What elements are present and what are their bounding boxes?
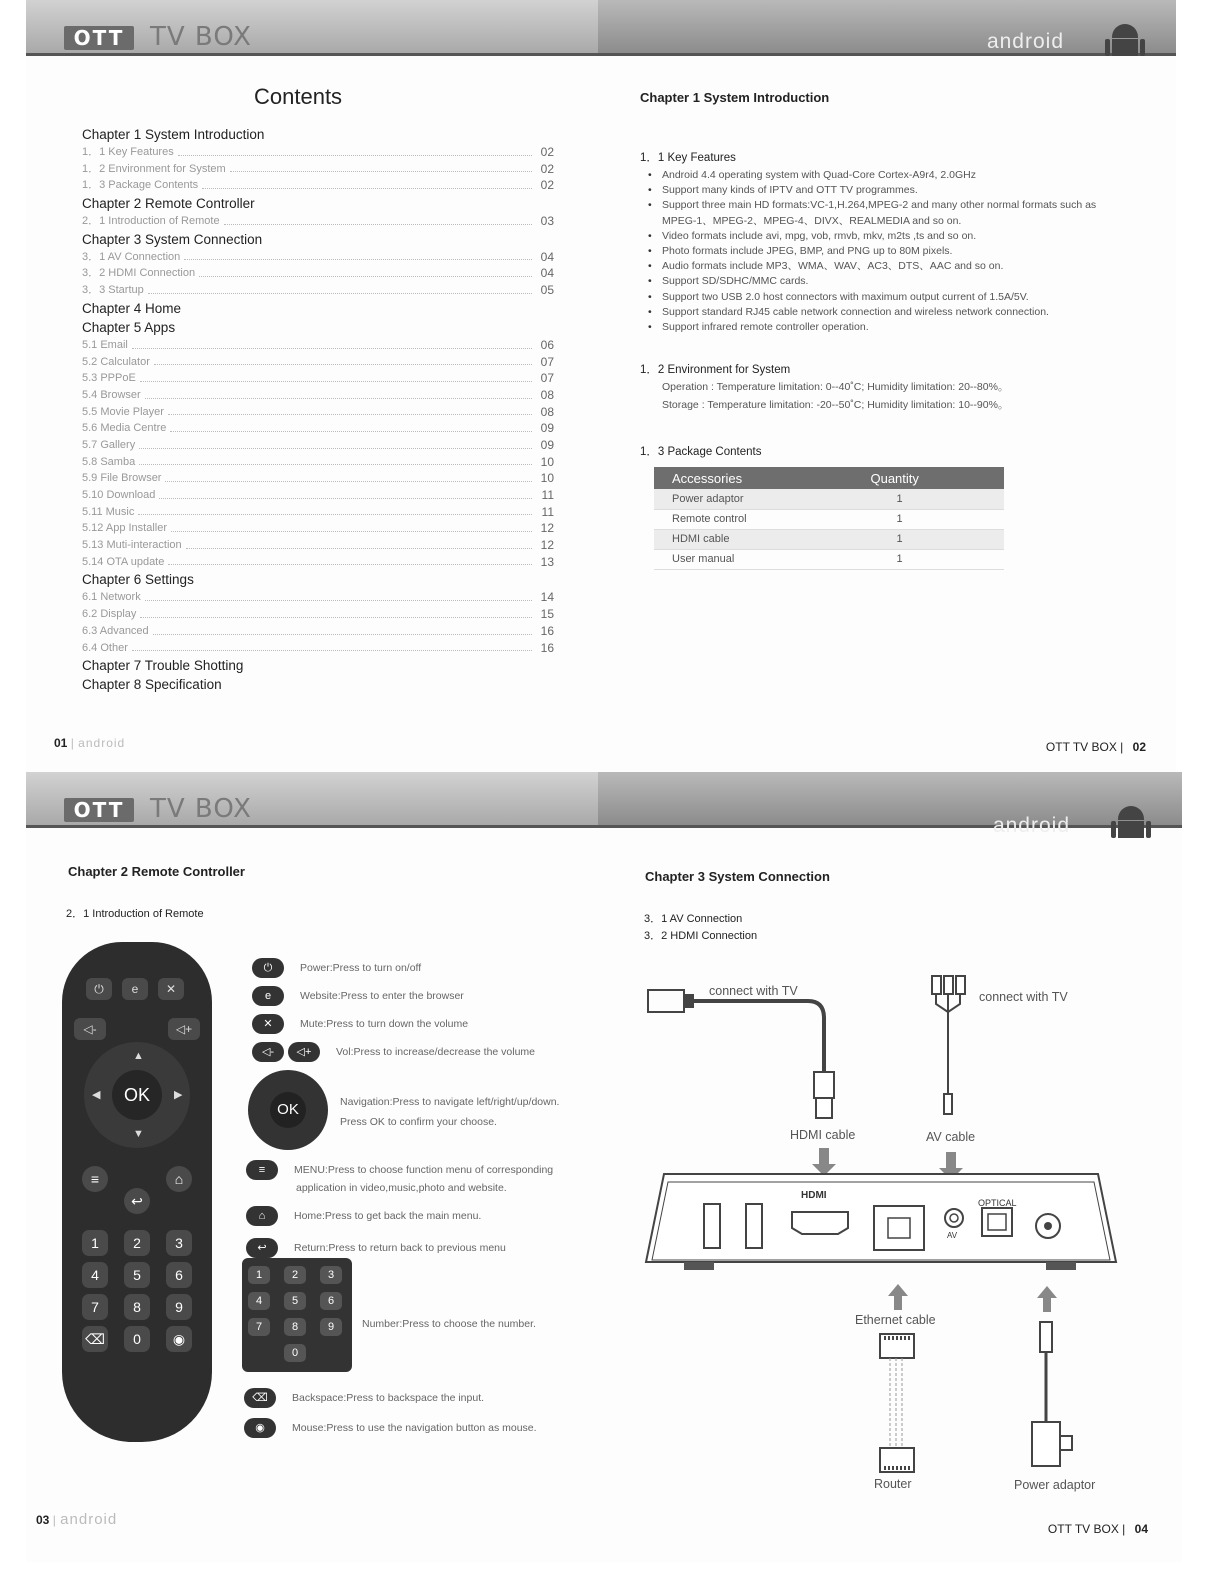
toc-item-title: 5.4 Browser — [82, 388, 141, 401]
toc-page-number: 09 — [540, 437, 554, 452]
digit-key: 1 — [248, 1266, 270, 1284]
website-icon: e — [122, 978, 148, 1000]
feature-item: • Support standard RJ45 cable network connection and wireless network connection. — [648, 305, 1118, 320]
toc-item — [82, 213, 554, 230]
home-icon: ⌂ — [246, 1206, 278, 1226]
toc-chapter: Chapter 3 System Connection — [82, 231, 263, 247]
page-chapter-1 — [598, 0, 1176, 772]
toc-page-number: 02 — [540, 145, 554, 159]
volume-down-icon: ◁- — [74, 1018, 106, 1040]
legend-text: Mute:Press to turn down the volume — [300, 1018, 469, 1030]
toc-item-title: 5.5 Movie Player — [82, 405, 164, 418]
feature-item: • Video formats include avi, mpg, vob, rmvb, mkv, m2ts ,ts and so on. — [648, 229, 1118, 244]
legend-mute — [252, 1014, 468, 1034]
connection-diagram — [598, 772, 1182, 1562]
toc-item — [82, 282, 554, 299]
table-cell: 1 — [852, 529, 1004, 549]
table-cell: 1 — [852, 489, 1004, 509]
power-icon: ⏻ — [86, 978, 112, 1000]
package-contents-table — [654, 467, 1004, 570]
digit-key: 5 — [284, 1292, 306, 1310]
toc-item — [82, 470, 554, 487]
numpad-icon — [242, 1258, 352, 1372]
toc-leader — [186, 537, 532, 549]
return-icon: ↩ — [124, 1188, 150, 1214]
legend-volume — [252, 1042, 535, 1062]
toc-leader — [154, 354, 532, 366]
toc-leader — [132, 640, 532, 652]
toc-item-title: 6.4 Other — [82, 641, 128, 654]
contents-title: Contents — [254, 84, 343, 109]
toc-page-number: 11 — [541, 488, 554, 502]
connect-with-tv-label: connect with TV — [979, 990, 1068, 1004]
legend-backspace — [244, 1388, 484, 1408]
feature-item: • Audio formats include MP3、WMA、WAV、AC3、DTS、AAC and so on. — [648, 259, 1118, 274]
section-title: 1．3 Package Contents — [640, 446, 762, 458]
page-chapter-2 — [26, 772, 598, 1562]
section-title: 1．2 Environment for System — [640, 364, 791, 376]
feature-item: • Support two USB 2.0 host connectors with maximum output current of 1.5A/5V. — [648, 290, 1118, 305]
column-header: Quantity — [852, 467, 1004, 489]
volume-down-icon: ◁- — [252, 1042, 284, 1062]
page-header — [598, 0, 1176, 56]
footer-separator: | — [1122, 1522, 1126, 1536]
toc-item-title: 6.1 Network — [82, 591, 141, 604]
mute-icon: ✕ — [252, 1014, 284, 1034]
website-icon: e — [252, 986, 284, 1006]
ok-label: OK — [270, 1092, 306, 1128]
toc-leader — [230, 161, 532, 173]
toc-item-title: 5.6 Media Centre — [82, 422, 167, 435]
footer-separator: | — [52, 1513, 57, 1527]
toc-leader — [159, 487, 532, 499]
legend-text: Mouse:Press to use the navigation button as mouse. — [292, 1422, 537, 1434]
toc-leader — [165, 470, 532, 482]
digit-key: 6 — [166, 1262, 192, 1288]
table-row — [654, 509, 1004, 529]
volume-up-icon: ◁+ — [288, 1042, 320, 1062]
page-footer — [54, 736, 125, 750]
remote-controller-image — [62, 942, 212, 1442]
navigation-ring — [84, 1042, 190, 1148]
section-title: 2．1 Introduction of Remote — [66, 908, 204, 920]
toc-leader — [171, 520, 532, 532]
navigation-icon — [248, 1070, 328, 1150]
legend-text: MENU:Press to choose function menu of corresponding — [294, 1164, 554, 1176]
toc-item-title: 5.1 Email — [82, 338, 128, 351]
toc-item-title: 3．2 HDMI Connection — [82, 267, 196, 280]
storage-spec: Storage : Temperature limitation: -20--50˚C; Humidity limitation: 10--90%。 — [662, 399, 1009, 411]
legend-text: Backspace:Press to backspace the input. — [292, 1392, 485, 1404]
legend-text: Return:Press to return back to previous menu — [294, 1242, 506, 1254]
digit-key: 6 — [320, 1292, 342, 1310]
table-cell: Power adaptor — [654, 489, 852, 509]
toc-item-title: 5.13 Muti-interaction — [82, 539, 182, 552]
toc-leader — [139, 437, 532, 449]
toc-item — [82, 487, 554, 504]
return-icon: ↩ — [246, 1238, 278, 1258]
toc-page-number: 13 — [540, 554, 554, 569]
power-adaptor-label: Power adaptor — [1014, 1478, 1096, 1492]
toc-item-title: 5.12 App Installer — [82, 522, 168, 535]
mouse-icon: ◉ — [166, 1326, 192, 1352]
page-number: 02 — [1132, 740, 1146, 754]
section-title: 3．1 AV Connection — [644, 913, 743, 925]
android-robot-icon — [1104, 22, 1146, 56]
digit-key: 8 — [124, 1294, 150, 1320]
toc-item — [82, 437, 554, 454]
digit-key: 1 — [82, 1230, 108, 1256]
table-cell: HDMI cable — [654, 529, 852, 549]
port-optical-label: OPTICAL — [978, 1198, 1017, 1208]
av-cable-label: AV cable — [926, 1130, 976, 1144]
toc-page-number: 05 — [540, 283, 554, 298]
power-icon: ⏻ — [252, 958, 284, 978]
toc-chapter: Chapter 6 Settings — [82, 572, 194, 588]
toc-leader — [168, 554, 532, 566]
router-label: Router — [874, 1477, 912, 1491]
android-wordmark: android — [992, 814, 1070, 837]
digit-key: 8 — [284, 1318, 306, 1336]
digit-key: 3 — [320, 1266, 342, 1284]
footer-brand: OTT — [1047, 1522, 1072, 1536]
toc-chapter: Chapter 8 Specification — [82, 677, 222, 693]
toc-item-title: 5.7 Gallery — [82, 438, 136, 451]
toc-page-number: 09 — [540, 421, 554, 436]
toc-chapter: Chapter 7 Trouble Shotting — [82, 658, 244, 674]
toc-page-number: 04 — [540, 266, 554, 281]
toc-leader — [140, 370, 532, 382]
toc-item — [82, 623, 554, 640]
digit-key: 2 — [284, 1266, 306, 1284]
toc-page-number: 16 — [540, 623, 554, 638]
toc-page-number: 03 — [540, 214, 554, 229]
toc-chapter: Chapter 1 System Introduction — [82, 127, 265, 142]
digit-key: 0 — [284, 1344, 306, 1362]
feature-item: • Support many kinds of IPTV and OTT TV programmes. — [648, 183, 1118, 198]
toc-item-title: 5.8 Samba — [82, 455, 136, 468]
legend-text: Vol:Press to increase/decrease the volume — [336, 1046, 536, 1058]
ok-button: OK — [112, 1070, 162, 1120]
toc-leader — [139, 454, 532, 466]
toc-leader — [138, 504, 532, 516]
page-header — [26, 0, 598, 56]
tvbox-title: TV BOX — [150, 794, 252, 824]
toc-page-number: 11 — [541, 504, 554, 519]
toc-page-number: 08 — [540, 404, 554, 419]
up-arrow-icon: ▲ — [133, 1050, 144, 1062]
feature-item: • Support infrared remote controller operation. — [648, 320, 1118, 335]
page-footer — [36, 1511, 117, 1528]
toc-item — [82, 537, 554, 554]
toc-item-title: 1．1 Key Features — [82, 146, 174, 158]
feature-item: • Support three main HD formats:VC-1,H.264,MPEG-2 and many other normal formats such as MPEG-1、MPEG-2、MPEG-4、DIVX、REALMEDIA and so on. — [648, 198, 1118, 228]
legend-text: application in video,music,photo and website. — [296, 1182, 507, 1194]
feature-item: • Photo formats include JPEG, BMP, and PNG up to 80M pixels. — [648, 244, 1118, 259]
toc-chapter: Chapter 2 Remote Controller — [82, 196, 255, 212]
toc-page-number: 08 — [540, 387, 554, 402]
digit-key: 0 — [124, 1326, 150, 1352]
toc-item — [82, 606, 554, 623]
toc-leader — [168, 404, 532, 416]
toc-item — [82, 161, 554, 178]
section-title: 1．1 Key Features — [640, 152, 736, 164]
toc-item — [82, 177, 554, 194]
toc-page-number: 10 — [540, 471, 554, 486]
connect-with-tv-label: connect with TV — [709, 984, 798, 998]
operation-spec: Operation : Temperature limitation: 0--40˚C; Humidity limitation: 20--80%。 — [662, 381, 1009, 393]
toc-item — [82, 640, 554, 657]
page-contents — [26, 0, 598, 772]
toc-leader — [170, 420, 532, 432]
toc-page-number: 12 — [540, 521, 554, 536]
toc-leader — [199, 265, 532, 277]
toc-item — [82, 589, 554, 606]
backspace-icon: ⌫ — [82, 1326, 108, 1352]
table-row — [654, 489, 1004, 509]
feature-item: • Support SD/SDHC/MMC cards. — [648, 274, 1118, 289]
digit-key: 4 — [82, 1262, 108, 1288]
page-number: 03 — [36, 1513, 50, 1527]
toc-page-number: 04 — [540, 249, 554, 264]
volume-up-icon: ◁+ — [168, 1018, 200, 1040]
toc-item-title: 6.2 Display — [82, 608, 137, 621]
footer-android: android — [78, 736, 126, 750]
toc-item — [82, 265, 554, 282]
toc-item — [82, 520, 554, 537]
table-of-contents — [82, 125, 554, 694]
toc-item — [82, 420, 554, 437]
tvbox-title: TV BOX — [150, 22, 252, 52]
legend-mouse — [244, 1418, 537, 1438]
toc-item-title: 5.3 PPPoE — [82, 372, 136, 385]
legend-text: Power:Press to turn on/off — [300, 962, 422, 974]
digit-key: 4 — [248, 1292, 270, 1310]
footer-tvbox: TV BOX — [1074, 1522, 1119, 1536]
legend-website — [252, 986, 464, 1006]
digit-key: 2 — [124, 1230, 150, 1256]
footer-brand: OTT — [1045, 740, 1070, 754]
toc-item-title: 6.3 Advanced — [82, 624, 149, 637]
toc-item — [82, 354, 554, 371]
feature-item: • Android 4.4 operating system with Quad-Core Cortex-A9r4, 2.0GHz — [648, 168, 1118, 183]
digit-key: 3 — [166, 1230, 192, 1256]
right-arrow-icon: ▶ — [174, 1089, 183, 1101]
ott-logo: OTT — [64, 798, 134, 822]
toc-item — [82, 337, 554, 354]
table-cell: User manual — [654, 549, 852, 569]
toc-item-title: 1．2 Environment for System — [82, 162, 226, 175]
features-list — [648, 168, 1118, 335]
toc-item-title: 5.2 Calculator — [82, 355, 150, 368]
toc-item-title: 1．3 Package Contents — [82, 179, 199, 192]
toc-page-number: 16 — [540, 640, 554, 655]
table-row — [654, 529, 1004, 549]
chapter-title: Chapter 3 System Connection — [645, 869, 830, 884]
legend-home — [246, 1206, 481, 1226]
digit-key: 5 — [124, 1262, 150, 1288]
legend-text: Home:Press to get back the main menu. — [294, 1210, 482, 1222]
toc-leader — [132, 337, 532, 349]
port-av-label: AV — [947, 1231, 958, 1240]
toc-page-number: 02 — [540, 161, 554, 176]
toc-item-title: 5.10 Download — [82, 489, 156, 501]
legend-menu — [246, 1160, 553, 1180]
toc-page-number: 02 — [540, 178, 554, 193]
hdmi-cable-label: HDMI cable — [790, 1128, 856, 1142]
digit-key: 9 — [166, 1294, 192, 1320]
android-wordmark: android — [986, 30, 1064, 53]
page-number: 04 — [1134, 1522, 1148, 1536]
page-footer — [1048, 1522, 1148, 1536]
toc-page-number: 07 — [540, 354, 554, 369]
table-cell: 1 — [852, 549, 1004, 569]
legend-power — [252, 958, 421, 978]
toc-item — [82, 554, 554, 571]
toc-page-number: 15 — [540, 607, 554, 622]
table-cell: 1 — [852, 509, 1004, 529]
toc-item-title: 2．1 Introduction of Remote — [82, 215, 220, 228]
toc-item-title: 5.14 OTA update — [82, 555, 165, 568]
column-header: Accessories — [654, 467, 852, 489]
page-footer — [1046, 740, 1146, 754]
mouse-icon: ◉ — [244, 1418, 276, 1438]
menu-icon: ≡ — [82, 1166, 108, 1192]
toc-leader — [202, 177, 532, 189]
footer-android: android — [60, 1511, 118, 1528]
digit-key: 7 — [248, 1318, 270, 1336]
digit-key: 9 — [320, 1318, 342, 1336]
menu-icon: ≡ — [246, 1160, 278, 1180]
footer-tvbox: TV BOX — [1072, 740, 1117, 754]
chapter-title: Chapter 2 Remote Controller — [68, 864, 245, 879]
toc-leader — [145, 387, 532, 399]
ott-logo: OTT — [64, 26, 134, 50]
toc-item — [82, 370, 554, 387]
toc-leader — [148, 282, 532, 294]
toc-item — [82, 387, 554, 404]
toc-item-title: 5.11 Music — [82, 505, 135, 518]
toc-item — [82, 249, 554, 266]
toc-page-number: 14 — [540, 590, 554, 605]
section-title: 3．2 HDMI Connection — [644, 930, 758, 942]
page-header — [26, 772, 598, 828]
toc-item — [82, 144, 554, 161]
toc-item-title: 5.9 File Browser — [82, 472, 162, 485]
toc-leader — [178, 144, 532, 156]
toc-leader — [224, 213, 532, 225]
toc-chapter: Chapter 4 Home — [82, 300, 182, 316]
backspace-icon: ⌫ — [244, 1388, 276, 1408]
legend-text: Navigation:Press to navigate left/right/up/down. — [340, 1096, 560, 1108]
toc-leader — [140, 606, 532, 618]
chapter-title: Chapter 1 System Introduction — [640, 90, 830, 105]
toc-page-number: 12 — [540, 538, 554, 553]
left-arrow-icon: ◀ — [92, 1089, 101, 1101]
toc-page-number: 07 — [540, 371, 554, 386]
digit-key: 7 — [82, 1294, 108, 1320]
legend-text: Website:Press to enter the browser — [300, 990, 464, 1002]
footer-separator: | — [70, 736, 75, 750]
port-hdmi-label: HDMI — [801, 1190, 827, 1201]
down-arrow-icon: ▼ — [133, 1128, 144, 1140]
toc-page-number: 06 — [540, 337, 554, 352]
toc-item-title: 3．1 AV Connection — [82, 250, 181, 263]
home-icon: ⌂ — [166, 1166, 192, 1192]
footer-separator: | — [1120, 740, 1124, 754]
legend-return — [246, 1238, 506, 1258]
table-row — [654, 549, 1004, 569]
toc-page-number: 10 — [540, 454, 554, 469]
mute-icon: ✕ — [158, 978, 184, 1000]
page-chapter-3 — [598, 772, 1182, 1562]
toc-chapter: Chapter 5 Apps — [82, 319, 176, 335]
toc-item-title: 3．3 Startup — [82, 284, 144, 297]
toc-item — [82, 404, 554, 421]
toc-leader — [184, 249, 532, 261]
page-number: 01 — [54, 736, 68, 750]
toc-leader — [153, 623, 532, 635]
toc-item — [82, 504, 554, 521]
legend-text: Press OK to confirm your choose. — [340, 1116, 497, 1128]
table-cell: Remote control — [654, 509, 852, 529]
toc-item — [82, 454, 554, 471]
ethernet-cable-label: Ethernet cable — [855, 1313, 936, 1327]
legend-text: Number:Press to choose the number. — [362, 1318, 536, 1330]
toc-leader — [145, 589, 532, 601]
